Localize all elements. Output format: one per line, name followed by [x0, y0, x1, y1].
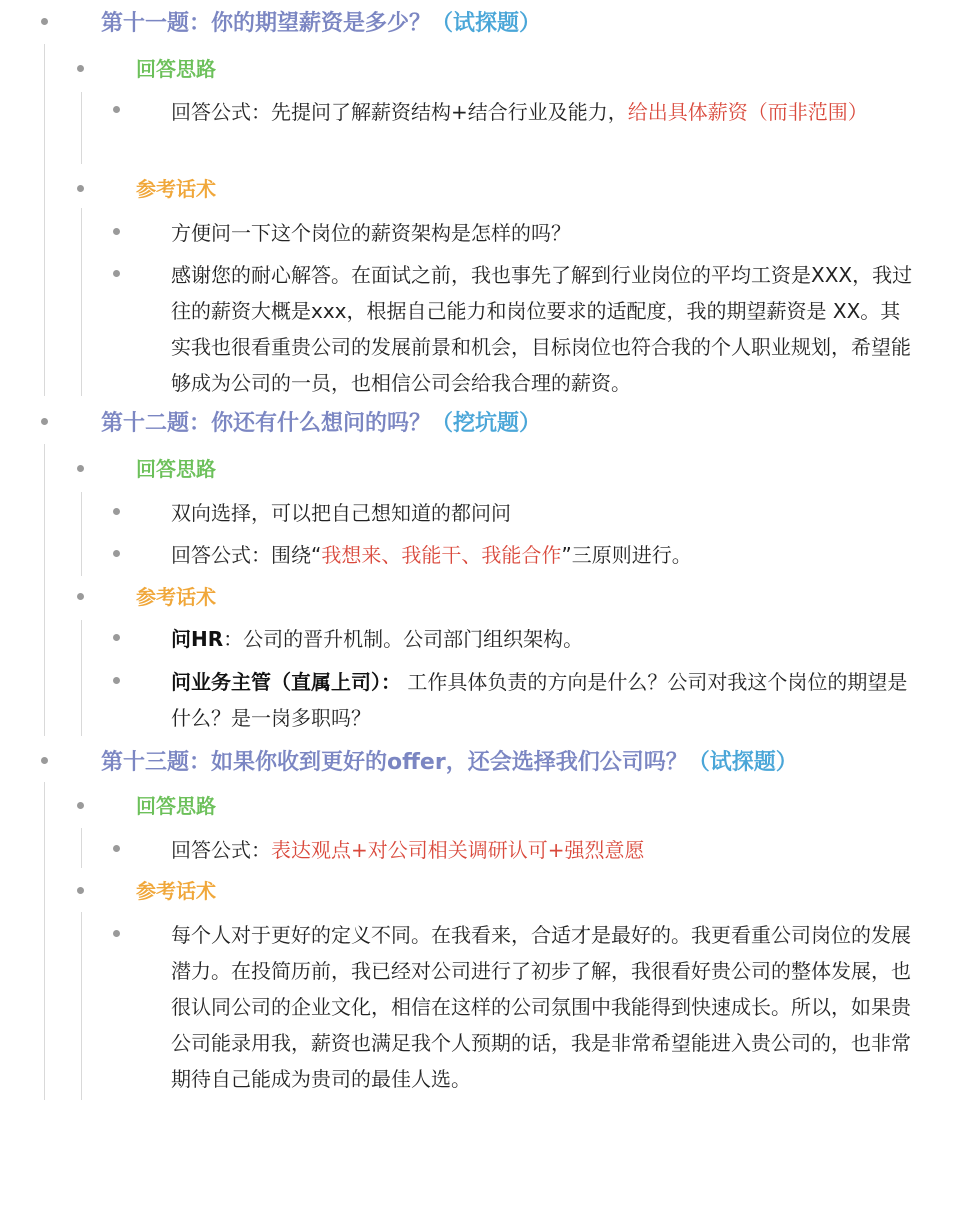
- bullet-icon: [77, 185, 84, 192]
- bullet-icon: [77, 802, 84, 809]
- outline-guide-q11: [44, 44, 45, 396]
- outline-guide-q12-script: [81, 620, 82, 736]
- q13-title: [101, 748, 798, 778]
- bullet-icon: [41, 418, 48, 425]
- q12-formula-highlight: 我想来、我能干、我能合作: [321, 543, 562, 567]
- q11-script-heading: 参考话术: [136, 177, 216, 201]
- q11-title: [101, 9, 541, 39]
- q11-formula: [171, 94, 919, 130]
- q13-formula-highlight: 表达观点+对公司相关调研认可+强烈意愿: [271, 838, 645, 862]
- bullet-icon: [113, 270, 120, 277]
- bullet-icon: [41, 18, 48, 25]
- q13-title-text: 第十三题：如果你收到更好的offer，还会选择我们公司吗？: [101, 750, 688, 775]
- bullet-icon: [113, 930, 120, 937]
- q12-script-2: [171, 664, 919, 736]
- q12-script-1-bold: 问HR: [171, 627, 224, 651]
- outline-guide-q11-answer: [81, 92, 82, 164]
- q12-formula-prefix: 回答公式：围绕“: [171, 543, 322, 567]
- q12-answer-1: 双向选择，可以把自己想知道的都问问: [171, 501, 511, 525]
- q12-title: [101, 409, 541, 439]
- bullet-icon: [113, 677, 120, 684]
- q13-tag: （试探题）: [687, 750, 798, 775]
- q12-formula: [171, 537, 919, 573]
- bullet-icon: [113, 634, 120, 641]
- q12-tag: （挖坑题）: [431, 411, 542, 436]
- q11-script-2: 感谢您的耐心解答。在面试之前，我也事先了解到行业岗位的平均工资是XXX，我过往的薪资大概是xxx，根据自己能力和岗位要求的适配度，我的期望薪资是 XX。其实我也很看重贵公司的发展前景和机会，目标岗位也符合我的个人职业规划，希望能够成为公司的一员，也相信公司会给我合理的薪资。: [171, 263, 913, 395]
- q11-title-text: 第十一题：你的期望薪资是多少？: [101, 11, 432, 36]
- outline-guide-q13: [44, 782, 45, 1100]
- bullet-icon: [41, 757, 48, 764]
- q12-script-1: [171, 621, 919, 657]
- q13-formula-prefix: 回答公式：: [171, 838, 271, 862]
- bullet-icon: [77, 465, 84, 472]
- bullet-icon: [113, 106, 120, 113]
- outline-guide-q13-answer: [81, 828, 82, 868]
- q11-tag: （试探题）: [431, 11, 542, 36]
- q13-formula: [171, 832, 919, 868]
- bullet-icon: [113, 508, 120, 515]
- q13-answer-heading: 回答思路: [136, 794, 216, 818]
- outline-guide-q12: [44, 444, 45, 736]
- q11-formula-prefix: 回答公式：先提问了解薪资结构+结合行业及能力，: [171, 100, 628, 124]
- q13-script-1: 每个人对于更好的定义不同。在我看来，合适才是最好的。我更看重公司岗位的发展潜力。在投简历前，我已经对公司进行了初步了解，我很看好贵公司的整体发展，也很认同公司的企业文化，相信在这样的公司氛围中我能得到快速成长。所以，如果贵公司能录用我，薪资也满足我个人预期的话，我是非常希望能进入贵公司的，也非常期待自己能成为贵司的最佳人选。: [171, 923, 911, 1091]
- q11-formula-highlight: 给出具体薪资（而非范围）: [627, 100, 868, 124]
- bullet-icon: [113, 550, 120, 557]
- q12-script-2-bold: 问业务主管（直属上司）：: [171, 670, 401, 694]
- q12-script-1-rest: ：公司的晋升机制。公司部门组织架构。: [223, 627, 584, 651]
- outline-guide-q13-script: [81, 912, 82, 1100]
- bullet-icon: [113, 845, 120, 852]
- q12-title-text: 第十二题：你还有什么想问的吗？: [101, 411, 432, 436]
- bullet-icon: [77, 65, 84, 72]
- q13-script-heading: 参考话术: [136, 879, 216, 903]
- q12-script-heading: 参考话术: [136, 585, 216, 609]
- outline-guide-q11-script: [81, 208, 82, 396]
- q12-answer-heading: 回答思路: [136, 457, 216, 481]
- q12-script-2-rest: 工作具体负责的方向是什么？公司对我这个岗位的期望是什么？是一岗多职吗？: [171, 670, 908, 730]
- bullet-icon: [77, 887, 84, 894]
- q12-formula-suffix: ”三原则进行。: [561, 543, 692, 567]
- q11-script-1: 方便问一下这个岗位的薪资架构是怎样的吗？: [171, 221, 571, 245]
- bullet-icon: [113, 228, 120, 235]
- bullet-icon: [77, 593, 84, 600]
- outline-guide-q12-answer: [81, 492, 82, 576]
- q11-answer-heading: 回答思路: [136, 57, 216, 81]
